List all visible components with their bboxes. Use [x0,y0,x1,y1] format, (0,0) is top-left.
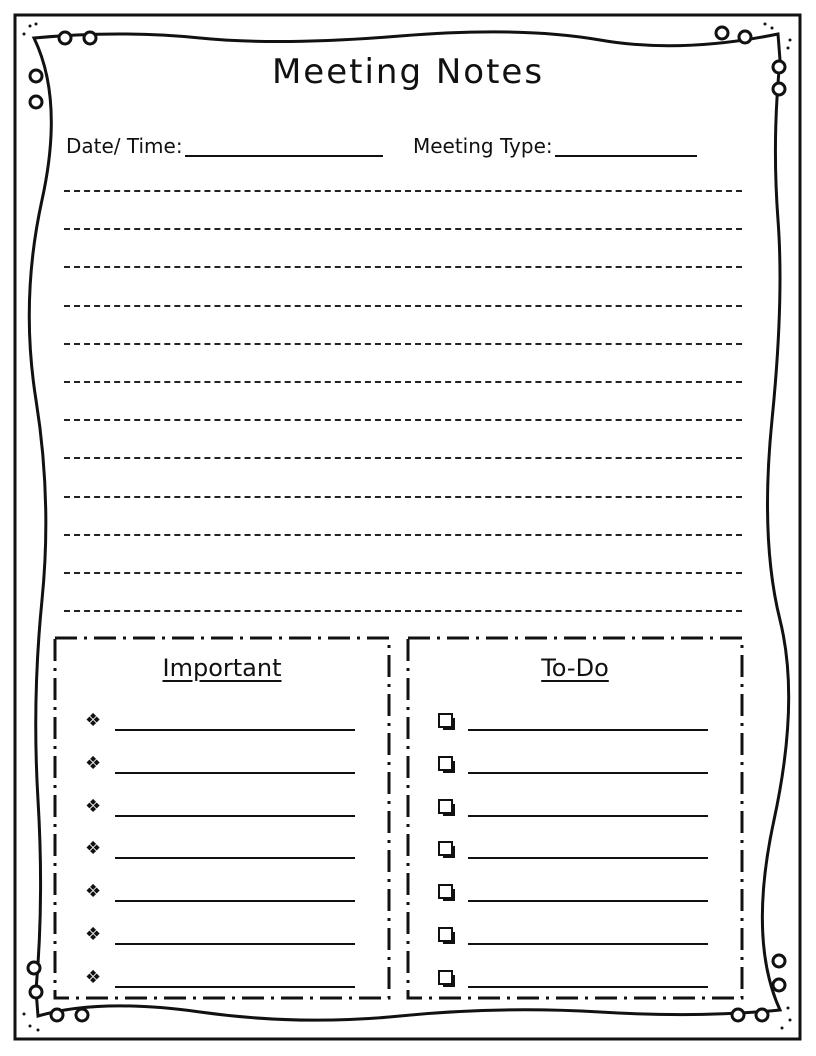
todo-item[interactable] [438,794,718,824]
meeting-type-label: Meeting Type: [412,134,553,158]
item-blank-line[interactable] [468,772,708,774]
meeting-type-field[interactable] [413,134,697,158]
meeting-type-blank[interactable] [555,137,697,157]
important-item[interactable] [85,879,365,909]
important-item[interactable] [85,965,365,995]
checkbox-icon[interactable] [438,799,453,814]
item-blank-line[interactable] [115,986,355,988]
todo-item[interactable] [438,922,718,952]
note-line[interactable] [64,228,742,230]
important-item[interactable] [85,708,365,738]
note-line[interactable] [64,190,742,192]
todo-title: To-Do [541,654,609,682]
item-blank-line[interactable] [115,900,355,902]
item-blank-line[interactable] [115,729,355,731]
todo-item[interactable] [438,879,718,909]
diamond-bullet-icon: ❖ [85,795,102,817]
note-line[interactable] [64,534,742,536]
note-line[interactable] [64,457,742,459]
diamond-bullet-icon: ❖ [85,838,102,860]
important-item[interactable] [85,794,365,824]
diamond-bullet-icon: ❖ [85,752,102,774]
item-blank-line[interactable] [468,943,708,945]
note-line[interactable] [64,572,742,574]
important-item[interactable] [85,751,365,781]
note-line[interactable] [64,266,742,268]
note-line[interactable] [64,419,742,421]
diamond-bullet-icon: ❖ [85,710,102,731]
item-blank-line[interactable] [468,815,708,817]
item-blank-line[interactable] [468,857,708,859]
date-time-label: Date/ Time: [66,134,183,158]
note-line[interactable] [64,496,742,498]
item-blank-line[interactable] [468,729,708,731]
important-title: Important [162,654,282,682]
note-line[interactable] [64,343,742,345]
diamond-bullet-icon: ❖ [85,966,102,988]
todo-item[interactable] [438,965,718,995]
checkbox-icon[interactable] [438,927,453,942]
important-panel [55,638,389,998]
checkbox-icon[interactable] [438,756,453,771]
important-item[interactable] [85,836,365,866]
note-line[interactable] [64,610,742,612]
checkbox-icon[interactable] [438,884,453,899]
todo-item[interactable] [438,836,718,866]
item-blank-line[interactable] [468,986,708,988]
item-blank-line[interactable] [115,815,355,817]
note-line[interactable] [64,305,742,307]
todo-panel [408,638,742,998]
item-blank-line[interactable] [468,900,708,902]
todo-item[interactable] [438,708,718,738]
diamond-bullet-icon: ❖ [85,924,102,945]
checkbox-icon[interactable] [438,713,453,728]
checkbox-icon[interactable] [438,841,453,856]
item-blank-line[interactable] [115,943,355,945]
checkbox-icon[interactable] [438,970,453,985]
notes-lines[interactable] [64,190,742,648]
header-fields [66,134,697,158]
todo-item[interactable] [438,751,718,781]
page-title: Meeting Notes [271,52,545,92]
date-time-blank[interactable] [185,137,383,157]
diamond-bullet-icon: ❖ [85,881,102,903]
note-line[interactable] [64,381,742,383]
date-time-field[interactable] [66,134,383,158]
item-blank-line[interactable] [115,772,355,774]
item-blank-line[interactable] [115,857,355,859]
important-item[interactable] [85,922,365,952]
